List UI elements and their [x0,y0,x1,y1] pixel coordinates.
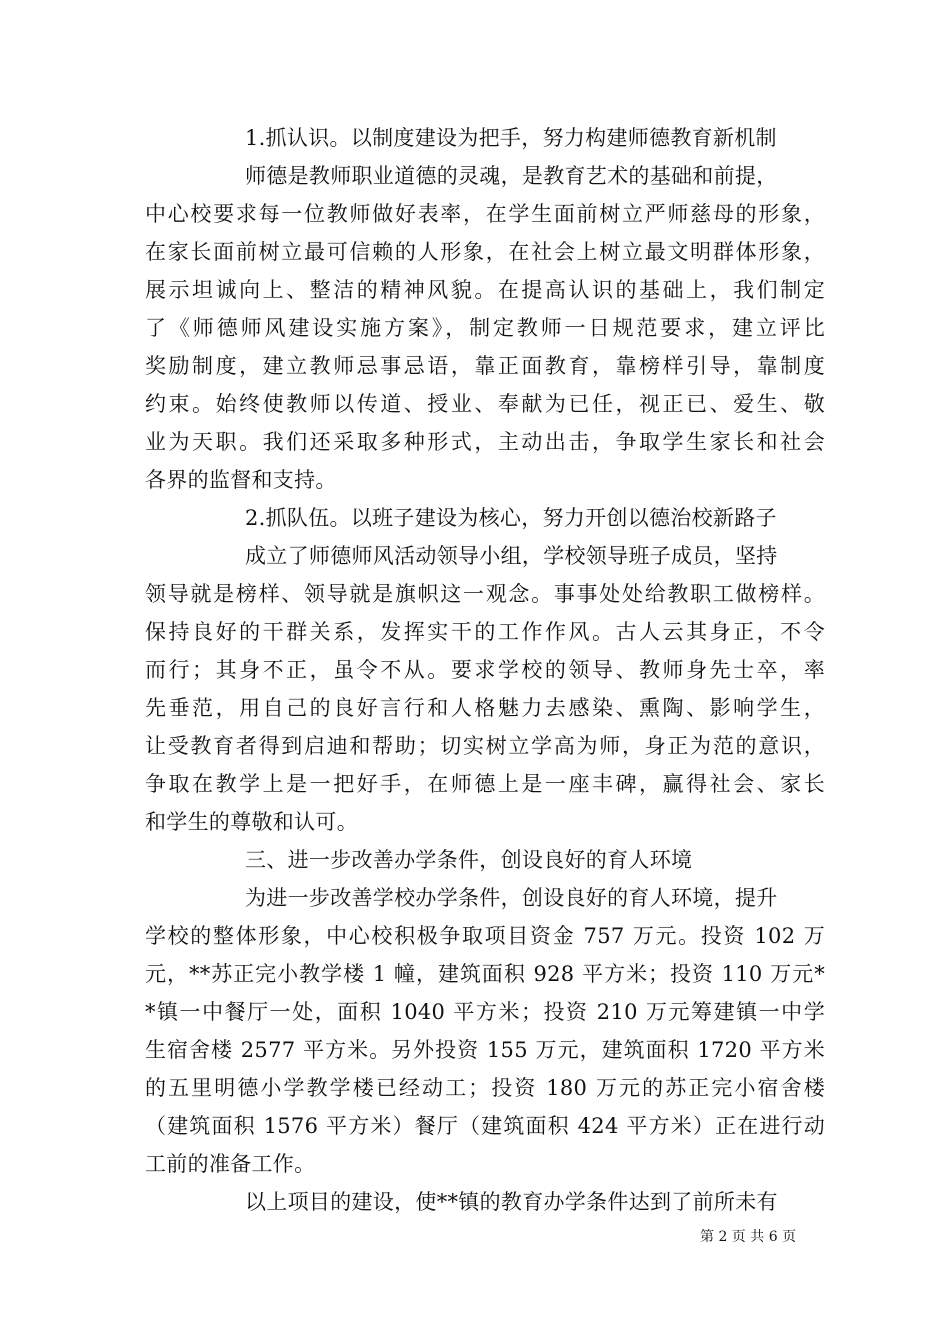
paragraph-line: 在家长面前树立最可信赖的人形象，在社会上树立最文明群体形象， [145,240,825,264]
paragraph-line: 和学生的尊敬和认可。 [145,810,358,834]
paragraph-line: （建筑面积 1576 平方米）餐厅（建筑面积 424 平方米）正在进行动 [145,1114,825,1138]
paragraph-line: 展示坦诚向上、整洁的精神风貌。在提高认识的基础上，我们制定 [145,278,825,302]
paragraph-line: 保持良好的干群关系，发挥实干的工作作风。古人云其身正，不令 [145,620,825,644]
paragraph-line: 为进一步改善学校办学条件，创设良好的育人环境，提升 [245,886,778,910]
paragraph-line: 先垂范，用自己的良好言行和人格魅力去感染、熏陶、影响学生， [145,696,825,720]
paragraph-line: 业为天职。我们还采取多种形式，主动出击，争取学生家长和社会 [145,430,825,454]
paragraph-line: 元，**苏正完小教学楼 1 幢，建筑面积 928 平方米；投资 110 万元* [145,962,825,986]
paragraph-line: 成立了师德师风活动领导小组，学校领导班子成员，坚持 [245,544,778,568]
paragraph-line: 了《师德师风建设实施方案》，制定教师一日规范要求，建立评比 [145,316,825,340]
paragraph-line: 领导就是榜样、领导就是旗帜这一观念。事事处处给教职工做榜样。 [145,582,825,606]
paragraph-line: 而行；其身不正，虽令不从。要求学校的领导、教师身先士卒，率 [145,658,825,682]
paragraph-line: *镇一中餐厅一处，面积 1040 平方米；投资 210 万元筹建镇一中学 [145,1000,825,1024]
paragraph-line: 工前的准备工作。 [145,1152,316,1176]
page-number: 第 2 页 共 6 页 [700,1229,797,1245]
paragraph-line: 争取在教学上是一把好手，在师德上是一座丰碑，赢得社会、家长 [145,772,825,796]
paragraph-line: 生宿舍楼 2577 平方米。另外投资 155 万元，建筑面积 1720 平方米 [145,1038,825,1062]
section-heading-3: 三、进一步改善办学条件，创设良好的育人环境 [245,848,693,872]
paragraph-line: 师德是教师职业道德的灵魂，是教育艺术的基础和前提， [245,164,778,188]
section-heading-1: 1.抓认识。以制度建设为把手，努力构建师德教育新机制 [245,126,777,150]
paragraph-line: 让受教育者得到启迪和帮助；切实树立学高为师，身正为范的意识， [145,734,825,758]
document-body [145,119,825,1221]
paragraph-line: 中心校要求每一位教师做好表率，在学生面前树立严师慈母的形象， [145,202,825,226]
paragraph-line: 以上项目的建设，使**镇的教育办学条件达到了前所未有 [245,1190,778,1214]
paragraph-line: 奖励制度，建立教师忌事忌语，靠正面教育，靠榜样引导，靠制度 [145,354,825,378]
paragraph-line: 学校的整体形象，中心校积极争取项目资金 757 万元。投资 102 万 [145,924,825,948]
paragraph-line: 约束。始终使教师以传道、授业、奉献为已任，视正已、爱生、敬 [145,392,825,416]
section-heading-2: 2.抓队伍。以班子建设为核心，努力开创以德治校新路子 [245,506,777,530]
paragraph-line: 各界的监督和支持。 [145,468,337,492]
paragraph-line: 的五里明德小学教学楼已经动工；投资 180 万元的苏正完小宿舍楼 [145,1076,825,1100]
